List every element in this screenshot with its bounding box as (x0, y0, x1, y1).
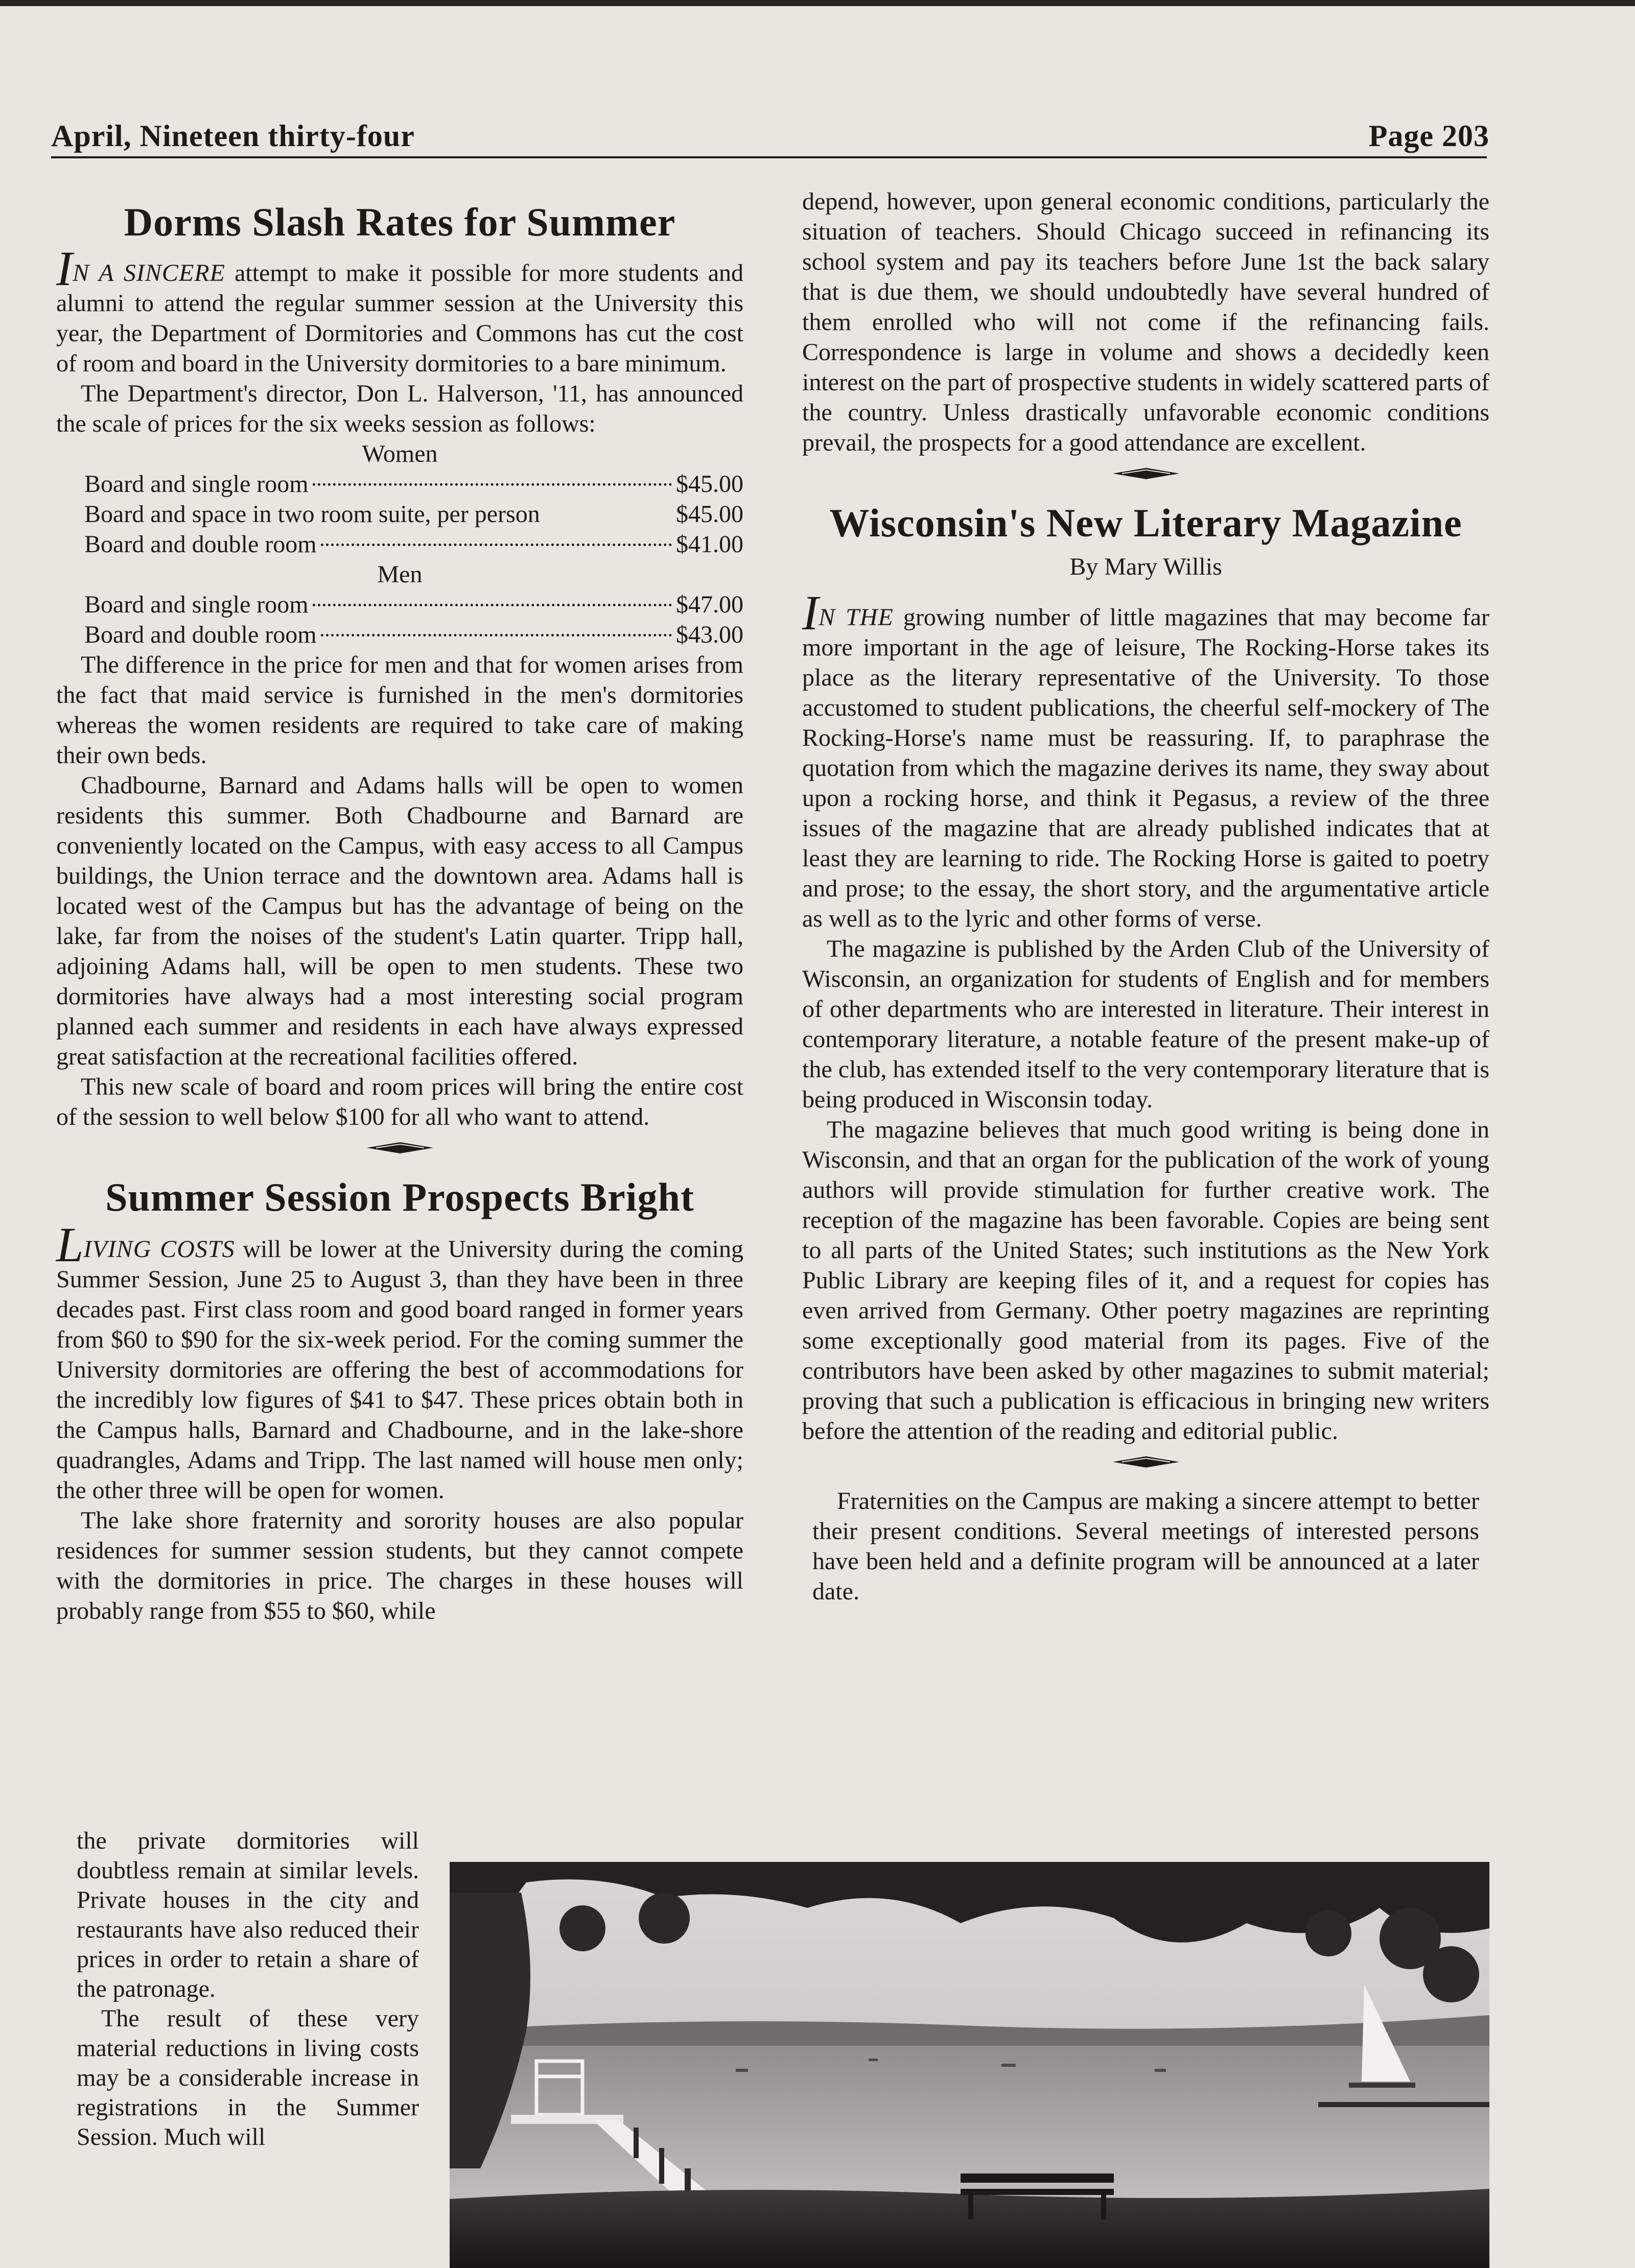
narrow-column (77, 1826, 419, 2152)
rate-row: Board and single room $45.00 (84, 470, 743, 498)
article-paragraph: The lake shore fraternity and sorority houses are also popular residences for summer session students, but they cannot compete with the dormitories in price. The charges in these houses will probably range from $55 to $60, while (56, 1507, 743, 1624)
article-paragraph: The difference in the price for men and that for women arises from the fact that maid service is furnished in the men's dormitories whereas the women residents are required to take care of making their own beds. (56, 651, 743, 769)
article-title-dorms: Dorms Slash Rates for Summer (124, 200, 676, 244)
page-number: Page 203 (1368, 119, 1489, 153)
ornament-divider-icon (367, 1141, 433, 1154)
article-title-prospects: Summer Session Prospects Bright (105, 1175, 694, 1219)
byline: By Mary Willis (1069, 553, 1222, 580)
lead-in: IVING COSTS (83, 1236, 235, 1263)
lead-in: N THE (818, 604, 894, 631)
article-paragraph: the private dormitories will doubtless remain at similar levels. Private houses in the city and restaurants have also reduced their prices in order to retain a share of the patronage. (77, 1827, 419, 2002)
rate-row: Board and double room $43.00 (84, 621, 743, 648)
article-title-magazine: Wisconsin's New Literary Magazine (829, 501, 1462, 545)
ornament-divider-icon (1113, 467, 1179, 480)
article-paragraph: depend, however, upon general economic conditions, particularly the situation of teachers. Should Chicago succeed in refinancing its school system and pay its teachers before June 1st the back salary that is due them, we should undoubtedly have several hundred of them enrolled who will not come if the refinancing fails. Correspondence is large in volume and shows a decidedly keen interest on the part of prospective students in widely scattered parts of the country. Unless drastically unfavorable economic conditions prevail, the prospects for a good attendance are excellent. (802, 188, 1489, 456)
rates-men-heading: Men (377, 561, 423, 588)
left-column (56, 197, 743, 1626)
article-paragraph: IN THE growing number of little magazines that may become far more important in the age of leisure, The Rocking-Horse takes its place as the literary representative of the University. To those accustomed to student publications, the cheerful self-mockery of The Rocking-Horse's name must be reassuring. If, to paraphrase the quotation from which the magazine derives its name, they sway about upon a rocking horse, and think it Pegasus, a review of the three issues of the magazine that are already published indicates that at least they are learning to ride. The Rocking Horse is gaited to poetry and prose; to the essay, the short story, and the argumentative article as well as to the lyric and other forms of verse. (802, 585, 1489, 932)
fraternity-note: Fraternities on the Campus are making a sincere attempt to better their present conditions. Several meetings of interested persons have been held and a definite program will be announced at a later date. (812, 1487, 1479, 1605)
ornament-divider-icon (1113, 1455, 1179, 1469)
article-paragraph: Chadbourne, Barnard and Adams halls will be open to women residents this summer. Both Chadbourne and Barnard are conveniently located on the Campus, with easy access to all Campus buildings, the Union terrace and the downtown area. Adams hall is located west of the Campus but has the advantage of being on the lake, far from the noises of the student's Latin quarter. Tripp hall, adjoining Adams hall, will be open to men students. These two dormitories have always had a most interesting social program planned each summer and residents in each have always expressed great satisfaction at the recreational facilities offered. (56, 772, 743, 1070)
header-rule (51, 156, 1487, 158)
right-column (802, 186, 1489, 1606)
drop-cap: I (56, 241, 73, 296)
rate-row: Board and single room $47.00 (84, 591, 743, 618)
rates-women-heading: Women (362, 440, 438, 467)
lake-shore-photo (450, 1862, 1489, 2268)
rate-row: Board and double room $41.00 (84, 531, 743, 558)
top-edge (0, 0, 1635, 6)
issue-date: April, Nineteen thirty-four (51, 119, 415, 153)
article-paragraph: This new scale of board and room prices will bring the entire cost of the session to well below $100 for all who want to attend. (56, 1073, 743, 1130)
article-paragraph: IN A SINCERE attempt to make it possible for more students and alumni to attend the regular summer session at the University this year, the Department of Dormitories and Commons has cut the cost of room and board in the University dormitories to a bare minimum. (56, 241, 743, 377)
lead-in: N A SINCERE (72, 259, 225, 287)
article-paragraph: The Department's director, Don L. Halverson, '11, has announced the scale of prices for the six weeks session as follows: (56, 380, 743, 437)
rate-row: Board and space in two room suite, per person $45.00 (84, 501, 743, 528)
article-paragraph: The result of these very material reductions in living costs may be a considerable increase in registrations in the Summer Session. Much will (77, 2005, 419, 2151)
drop-cap: L (56, 1217, 84, 1272)
article-paragraph: The magazine believes that much good writing is being done in Wisconsin, and that an organ for the publication of the work of young authors will provide stimulation for further creative work. The reception of the magazine has been favorable. Copies are being sent to all parts of the United States; such institutions as the New York Public Library are keeping files of it, and a request for copies has even arrived from Germany. Other poetry magazines are reprinting some exceptionally good material from its pages. Five of the contributors have been asked by other magazines to submit material; proving that such a publication is efficacious in bringing new writers before the attention of the reading and editorial public. (802, 1116, 1489, 1445)
drop-cap: I (802, 585, 819, 640)
article-paragraph: The magazine is published by the Arden Club of the University of Wisconsin, an organization for students of English and for members of other departments who are interested in literature. Their interest in contemporary literature, a notable feature of the present make-up of the club, has extended itself to the very contemporary literature that is being produced in Wisconsin today. (802, 935, 1489, 1113)
article-paragraph: LIVING COSTS will be lower at the University during the coming Summer Session, June 25 to August 3, than they have been in three decades past. First class room and good board ranged in former years from $60 to $90 for the six-week period. For the coming summer the University dormitories are offering the best of accommodations for the incredibly low figures of $41 to $47. These prices obtain both in the Campus halls, Barnard and Chadbourne, and in the lake-shore quadrangles, Adams and Tripp. The last named will house men only; the other three will be open for women. (56, 1217, 744, 1504)
